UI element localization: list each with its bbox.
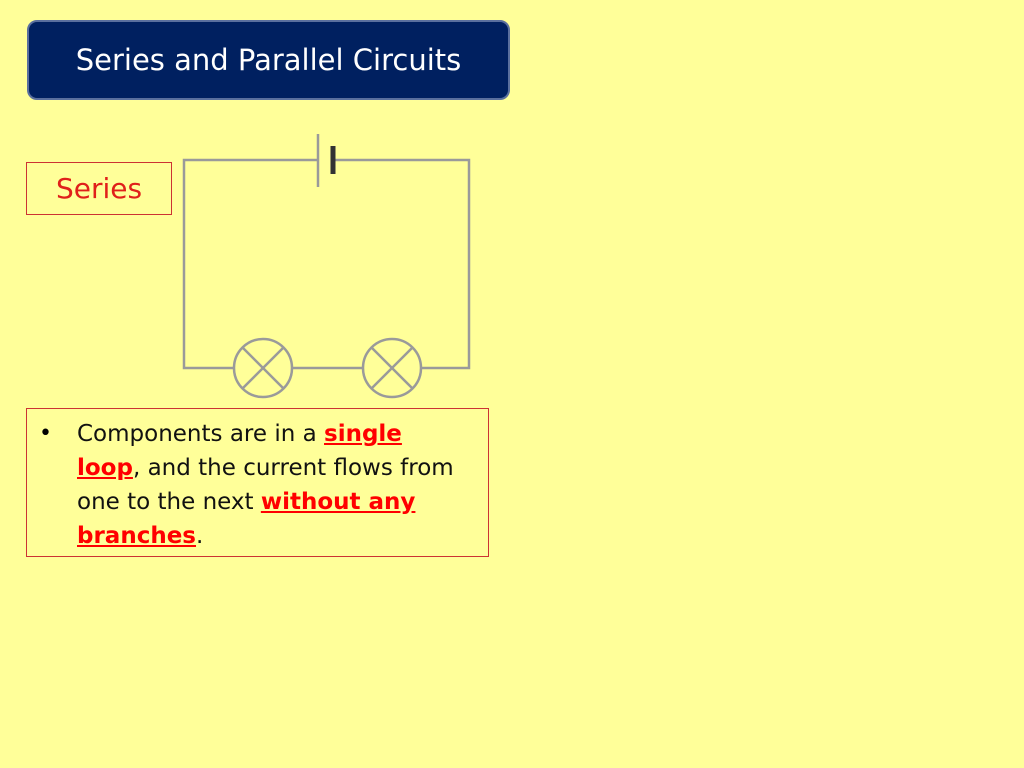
bullet-item <box>37 417 468 553</box>
text-part: Components are in a <box>77 421 325 447</box>
text-part: . <box>196 523 204 549</box>
lamp-icon <box>234 339 292 397</box>
emphasis-without-branches: without any branches <box>77 489 416 549</box>
section-label: Series <box>55 172 143 205</box>
text-part: , and the current flows from one to the next <box>77 455 454 515</box>
emphasis-single-loop: single loop <box>77 421 402 481</box>
page-title: Series and Parallel Circuits <box>75 43 462 77</box>
cell-icon <box>318 134 333 187</box>
circuit-wires <box>184 160 469 368</box>
description-text <box>77 417 468 553</box>
description-box <box>26 408 489 557</box>
bullet-marker: • <box>39 421 52 446</box>
lamp-icon <box>363 339 421 397</box>
